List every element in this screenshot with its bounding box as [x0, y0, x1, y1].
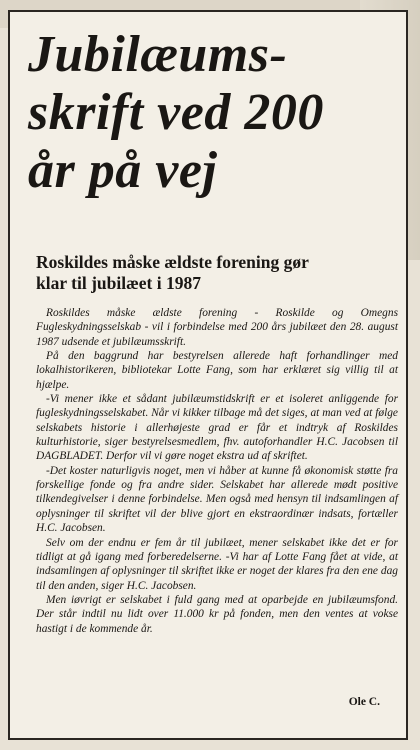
subheadline-line: Roskildes måske ældste forening gør [36, 252, 309, 272]
subheadline-line: klar til jubilæet i 1987 [36, 273, 201, 293]
headline-line: skrift ved 200 [28, 84, 324, 141]
paragraph: Roskildes måske ældste forening - Roskilde og Omegns Fugleskydningsselskab - vil i forbindelse med 200 års jubilæet den 28. august 1987 udsende et jubilæumsskrift. [36, 307, 398, 348]
article-body [36, 306, 398, 636]
subheadline [36, 252, 396, 294]
newspaper-clipping [8, 10, 408, 740]
paragraph: På den baggrund har bestyrelsen allerede haft forhandlinger med lokalhistorikeren, bibliotekar Lotte Fang, som har erklæret sig villig til at hjælpe. [36, 350, 398, 391]
headline [28, 26, 398, 200]
headline-line: Jubilæums- [28, 26, 288, 83]
headline-line: år på vej [28, 142, 218, 199]
paragraph: Selv om der endnu er fem år til jubilæet, mener selskabet ikke det er for tidligt at gå igang med forberedelserne. -Vi har af Lotte Fang fået at vide, at indsamlingen af oplysninger til skriftet ikke er noget der klares fra den ene dag til den anden, siger H.C. Jacobsen. [36, 536, 398, 592]
byline: Ole C. [348, 696, 380, 708]
paragraph: -Vi mener ikke et sådant jubilæumstidskrift er et isoleret anliggende for fugleskydningsselskabet. Når vi kikker tilbage må det siges, at man ved at følge selskabets historie i allerhøjeste grad er får et indtryk af Roskildes kulturhistorie, siger bestyrelsesmedlem, fhv. autoforhandler H.C. Jacobsen til DAGBLADET. Derfor vil vi gøre noget ekstra ud af skriftet. [36, 393, 398, 463]
paragraph: Men iøvrigt er selskabet i fuld gang med at oparbejde en jubilæumsfond. Der står indtil nu lidt over 11.000 kr på fonden, men den ventes at vokse hastigt i de kommende år. [36, 593, 398, 635]
paragraph: -Det koster naturligvis noget, men vi håber at kunne få økonomisk støtte fra forskellige fonde og fra andre sider. Selskabet har allerede mødt positive tilkendegivelser i denne forbindelse. Men også med hensyn til indsamlingen af oplysninger til skriftet vil der blive gjort en ekstraordinær indsats, fortæller H.C. Jacobsen. [36, 464, 398, 535]
